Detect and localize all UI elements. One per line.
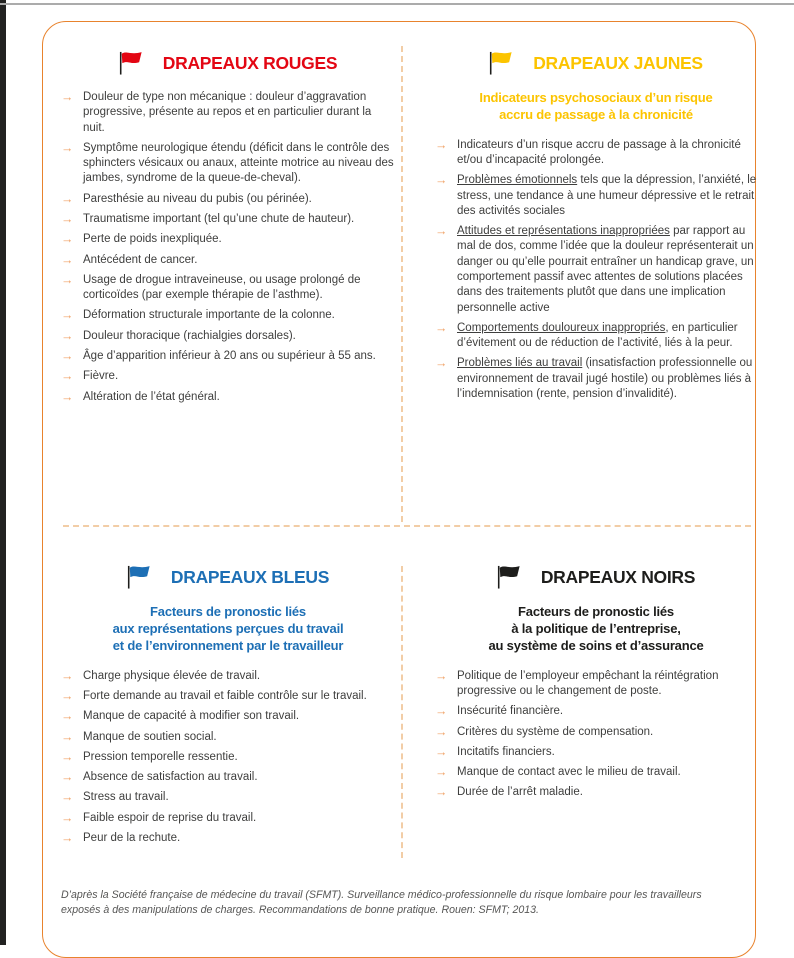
list-item-text: Critères du système de compensation. — [457, 725, 654, 738]
list-item-text: Absence de satisfaction au travail. — [83, 771, 258, 784]
list-item — [61, 709, 395, 724]
arrow-icon: → — [61, 308, 74, 323]
section-header — [61, 564, 395, 590]
list-item — [435, 765, 757, 780]
list-item — [435, 704, 757, 719]
arrow-icon: → — [61, 232, 74, 247]
list-item-text: Âge d’apparition inférieur à 20 ans ou supérieur à 55 ans. — [83, 349, 376, 362]
subtitle-line: Indicateurs psychosociaux d’un risque — [479, 90, 713, 105]
list-item — [435, 725, 757, 740]
list-item — [435, 173, 757, 219]
list-item-text: Problèmes émotionnels tels que la dépression, l’anxiété, le stress, une tendance à une humeur dépressive et le retrait des activités sociales — [457, 174, 757, 217]
list-item — [435, 669, 757, 700]
arrow-icon: → — [435, 320, 448, 335]
list-item — [435, 321, 757, 352]
list-item-text: Problèmes liés au travail (insatisfaction professionnelle ou environnement de travail jugé hostile) ou problèmes liés à l’indemnisation (rente, pension d’invalidité). — [457, 357, 753, 400]
list-item-text: Pression temporelle ressentie. — [83, 750, 238, 763]
list-item — [61, 273, 395, 304]
list-item-text: Douleur thoracique (rachialgies dorsales). — [83, 329, 296, 342]
list-item — [435, 785, 757, 800]
red-flag-icon — [119, 50, 143, 76]
section-drapeaux-noirs — [435, 564, 757, 801]
list-item-text: Faible espoir de reprise du travail. — [83, 811, 257, 824]
list-item — [61, 790, 395, 805]
subtitle-line: à la politique de l’entreprise, — [511, 620, 681, 636]
arrow-icon: → — [435, 765, 448, 780]
list-item-text: Usage de drogue intraveineuse, ou usage prolongé de corticoïdes (par exemple thérapie de l’asthme). — [83, 273, 361, 302]
list-item — [61, 308, 395, 323]
section-drapeaux-rouges — [61, 50, 395, 405]
section-title: DRAPEAUX JAUNES — [533, 52, 703, 73]
arrow-icon: → — [435, 704, 448, 719]
list-item-text: Indicateurs d’un risque accru de passage à la chronicité et/ou d’incapacité prolongée. — [457, 138, 741, 167]
list-item — [61, 369, 395, 384]
bullet-list — [61, 90, 395, 405]
list-item-text: Peur de la rechute. — [83, 831, 181, 844]
arrow-icon: → — [435, 356, 448, 371]
list-item-text: Traumatisme important (tel qu’une chute de hauteur). — [83, 212, 355, 225]
list-item — [61, 232, 395, 247]
list-item — [61, 253, 395, 268]
arrow-icon: → — [61, 688, 74, 703]
list-item — [61, 90, 395, 136]
list-item — [61, 390, 395, 405]
list-item — [61, 811, 395, 826]
arrow-icon: → — [61, 369, 74, 384]
arrow-icon: → — [435, 173, 448, 188]
list-item-text: Antécédent de cancer. — [83, 253, 198, 266]
horizontal-dashed-divider — [63, 525, 751, 527]
list-item — [61, 349, 395, 364]
arrow-icon: → — [61, 810, 74, 825]
arrow-icon: → — [61, 709, 74, 724]
list-item — [435, 356, 757, 402]
list-item — [61, 750, 395, 765]
list-item-text: Charge physique élevée de travail. — [83, 669, 261, 682]
list-item — [435, 745, 757, 760]
list-item — [61, 329, 395, 344]
list-item-text: Comportements douloureux inappropriés, en particulier d’évitement ou de réduction de l’activité, liés à la peur. — [457, 321, 738, 350]
list-item — [435, 224, 757, 316]
subtitle-line: accru de passage à la chronicité — [499, 106, 693, 122]
arrow-icon: → — [61, 749, 74, 764]
section-subtitle — [61, 604, 395, 655]
arrow-icon: → — [61, 140, 74, 155]
section-header — [435, 564, 757, 590]
list-item — [61, 192, 395, 207]
list-item-text: Douleur de type non mécanique : douleur d’aggravation progressive, présente au repos et en particulier durant la nuit. — [83, 91, 372, 134]
list-item-text: Manque de capacité à modifier son travail. — [83, 710, 300, 723]
arrow-icon: → — [61, 328, 74, 343]
section-drapeaux-jaunes — [435, 50, 757, 402]
arrow-icon: → — [61, 252, 74, 267]
vertical-dashed-divider-top — [401, 46, 403, 522]
bullet-list — [435, 669, 757, 801]
arrow-icon: → — [61, 668, 74, 683]
arrow-icon: → — [61, 729, 74, 744]
page-top-rule — [0, 3, 794, 5]
subtitle-line: et de l’environnement par le travailleur — [112, 637, 344, 653]
section-title: DRAPEAUX BLEUS — [170, 566, 330, 587]
list-item-text: Paresthésie au niveau du pubis (ou périnée). — [83, 192, 312, 205]
bullet-list — [435, 138, 757, 403]
list-item-text: Durée de l’arrêt maladie. — [457, 786, 583, 799]
arrow-icon: → — [61, 90, 74, 104]
list-item — [435, 138, 757, 169]
arrow-icon: → — [435, 744, 448, 759]
list-item-text: Politique de l’employeur empêchant la réintégration progressive ou le changement de poste. — [457, 669, 719, 697]
arrow-icon: → — [435, 785, 448, 800]
black-flag-icon — [497, 564, 521, 590]
list-item-text: Manque de contact avec le milieu de travail. — [457, 766, 681, 779]
list-item-text: Forte demande au travail et faible contrôle sur le travail. — [83, 689, 367, 702]
section-title: DRAPEAUX NOIRS — [540, 566, 696, 587]
list-item — [61, 141, 395, 187]
list-item-text: Altération de l’état général. — [83, 390, 220, 403]
list-item — [61, 770, 395, 785]
arrow-icon: → — [61, 348, 74, 363]
list-item — [61, 212, 395, 227]
section-subtitle — [435, 604, 757, 655]
bullet-list — [61, 669, 395, 847]
section-header — [435, 50, 757, 76]
list-item-text: Attitudes et représentations inappropriées par rapport au mal de dos, comme l’idée que la douleur représenterait un danger ou qu’elle pourrait entraîner un handicap grave, un comportement passif avec attentes de solutions placées dans des traitements plutôt que dans une implication personnelle active — [457, 225, 754, 314]
section-subtitle — [435, 90, 757, 124]
yellow-flag-icon — [489, 50, 513, 76]
list-item-text: Manque de soutien social. — [83, 730, 217, 743]
list-item-text: Insécurité financière. — [457, 705, 564, 718]
arrow-icon: → — [61, 770, 74, 785]
arrow-icon: → — [61, 211, 74, 226]
arrow-icon: → — [435, 137, 448, 152]
blue-flag-icon — [127, 564, 151, 590]
document-border-frame — [42, 21, 756, 958]
list-item-text: Symptôme neurologique étendu (déficit dans le contrôle des sphincters vésicaux ou anaux, atteinte motrice au niveau des jambes, syndrome de la queue-de-cheval). — [83, 141, 394, 185]
section-drapeaux-bleus — [61, 564, 395, 846]
subtitle-line: au système de soins et d’assurance — [488, 637, 704, 653]
list-item — [61, 831, 395, 846]
source-citation: D’après la Société française de médecine du travail (SFMT). Surveillance médico-professionnelle du risque lombaire pour les travailleurs exposés à des manipulations de charges. Recommandations de bonne pratique. Rouen: SFMT; 2013. — [61, 889, 702, 917]
list-item-text: Stress au travail. — [83, 791, 169, 804]
list-item — [61, 730, 395, 745]
arrow-icon: → — [61, 272, 74, 287]
arrow-icon: → — [61, 191, 74, 206]
list-item-text: Incitatifs financiers. — [457, 745, 555, 758]
subtitle-line: Facteurs de pronostic liés — [150, 604, 306, 619]
arrow-icon: → — [435, 224, 448, 239]
arrow-icon: → — [435, 724, 448, 739]
list-item-text: Fièvre. — [83, 370, 119, 383]
subtitle-line: Facteurs de pronostic liés — [518, 604, 674, 619]
section-title: DRAPEAUX ROUGES — [162, 52, 338, 73]
list-item-text: Déformation structurale importante de la colonne. — [83, 309, 335, 322]
arrow-icon: → — [435, 668, 448, 683]
arrow-icon: → — [61, 389, 74, 404]
section-header — [61, 50, 395, 76]
list-item — [61, 689, 395, 704]
list-item-text: Perte de poids inexpliquée. — [83, 233, 222, 246]
arrow-icon: → — [61, 830, 74, 845]
page-edge-strip — [0, 0, 6, 945]
vertical-dashed-divider-bottom — [401, 566, 403, 858]
subtitle-line: aux représentations perçues du travail — [112, 620, 344, 636]
list-item — [61, 669, 395, 684]
arrow-icon: → — [61, 790, 74, 805]
